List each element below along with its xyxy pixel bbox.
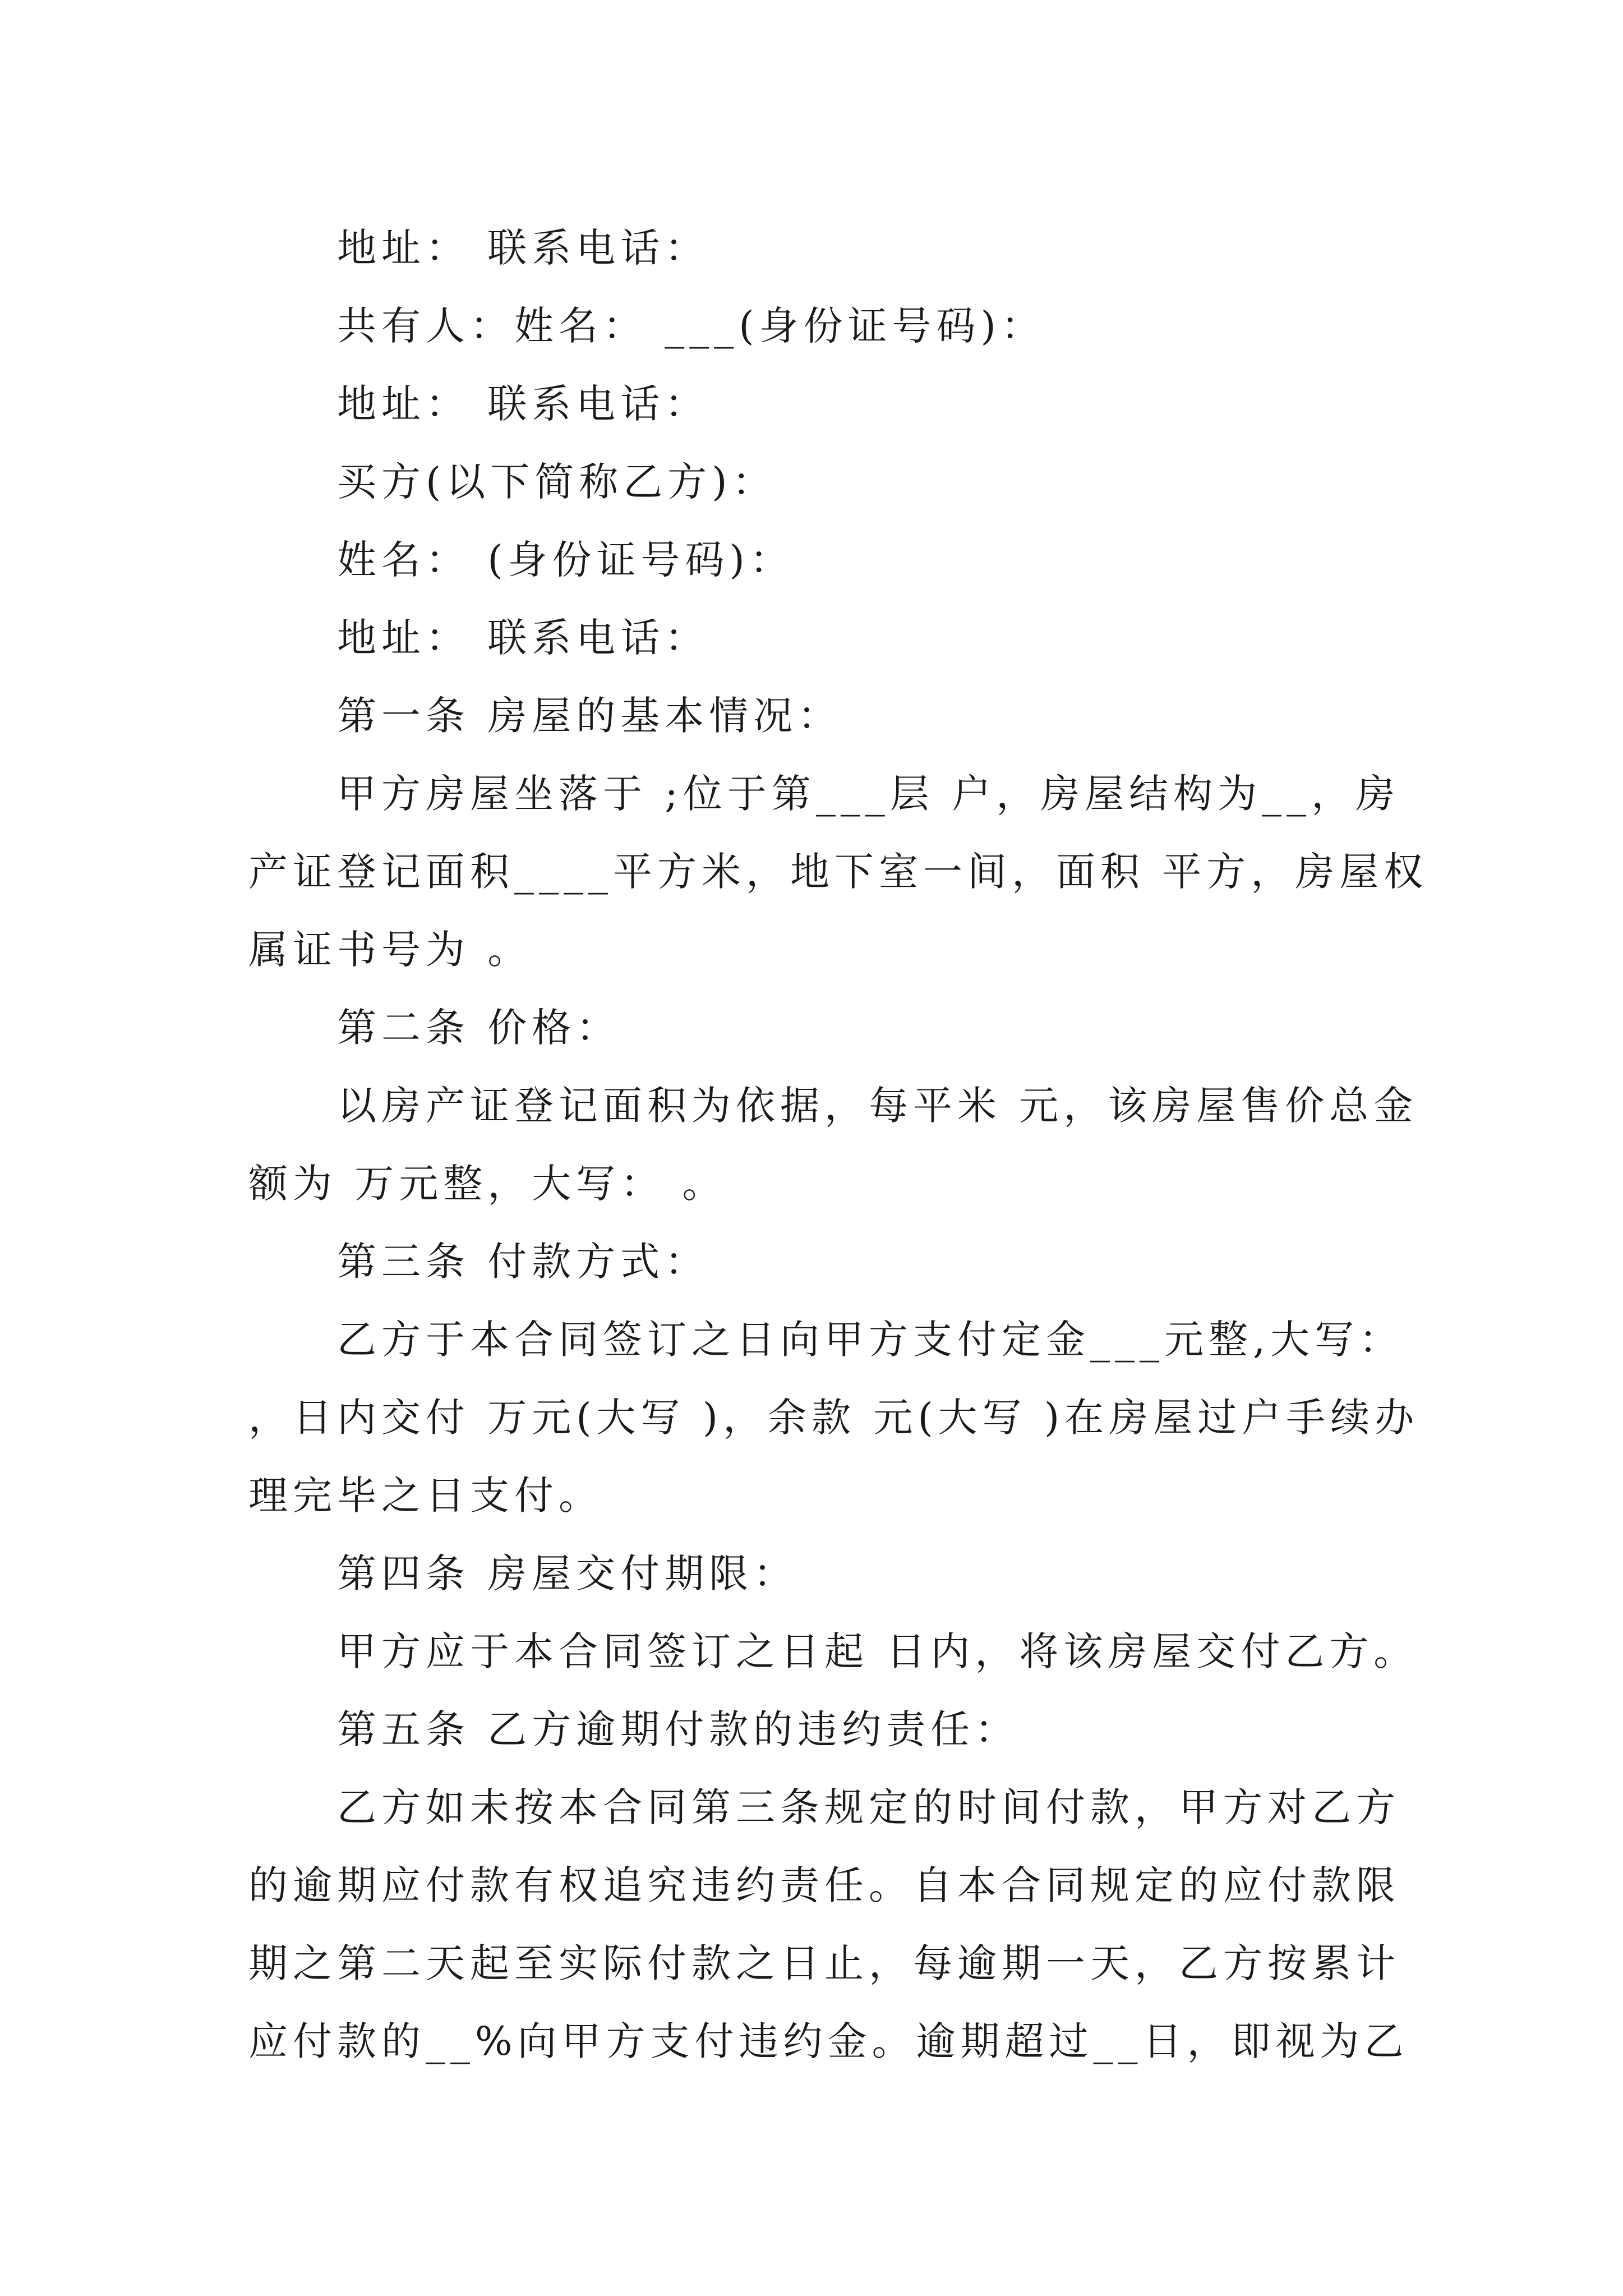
article-1-body: 甲方房屋坐落于 ;位于第___层 户，房屋结构为__，房产证登记面积____平方米，地下室一间，面积 平方，房屋权属证书号为 。 <box>248 771 1428 973</box>
paragraph-co-owner-address: 地址： 联系电话： <box>337 381 709 427</box>
article-2-heading: 第二条 价格： <box>337 1005 621 1051</box>
article-3-body: 乙方于本合同签订之日向甲方支付定金___元整,大写： ，日内交付 万元(大写 )，余款 元(大写 )在房屋过户手续办理完毕之日支付。 <box>248 1317 1419 1519</box>
article-5-body: 乙方如未按本合同第三条规定的时间付款，甲方对乙方的逾期应付款有权追究违约责任。自本合同规定的应付款限期之第二天起至实际付款之日止，每逾期一天，乙方按累计应付款的__%向甲方支付违约金。逾期超过__日，即视为乙 <box>248 1784 1409 2064</box>
paragraph-seller-address: 地址： 联系电话： <box>337 225 709 271</box>
article-1-heading: 第一条 房屋的基本情况： <box>337 693 842 739</box>
article-2-body: 以房产证登记面积为依据，每平米 元，该房屋售价总金额为 万元整，大写： 。 <box>248 1083 1418 1207</box>
paragraph-co-owner-name: 共有人：姓名： ___(身份证号码)： <box>337 303 1045 349</box>
document-body <box>248 209 1437 2081</box>
paragraph-buyer-name: 姓名： (身份证号码)： <box>337 537 794 583</box>
article-3-heading: 第三条 付款方式： <box>337 1239 709 1285</box>
paragraph-buyer-address: 地址： 联系电话： <box>337 615 709 661</box>
article-4-body: 甲方应于本合同签订之日起 日内，将该房屋交付乙方。 <box>337 1628 1418 1674</box>
article-4-heading: 第四条 房屋交付期限： <box>337 1550 798 1596</box>
article-5-heading: 第五条 乙方逾期付款的违约责任： <box>337 1706 1020 1752</box>
paragraph-buyer-heading: 买方(以下简称乙方)： <box>337 459 777 505</box>
